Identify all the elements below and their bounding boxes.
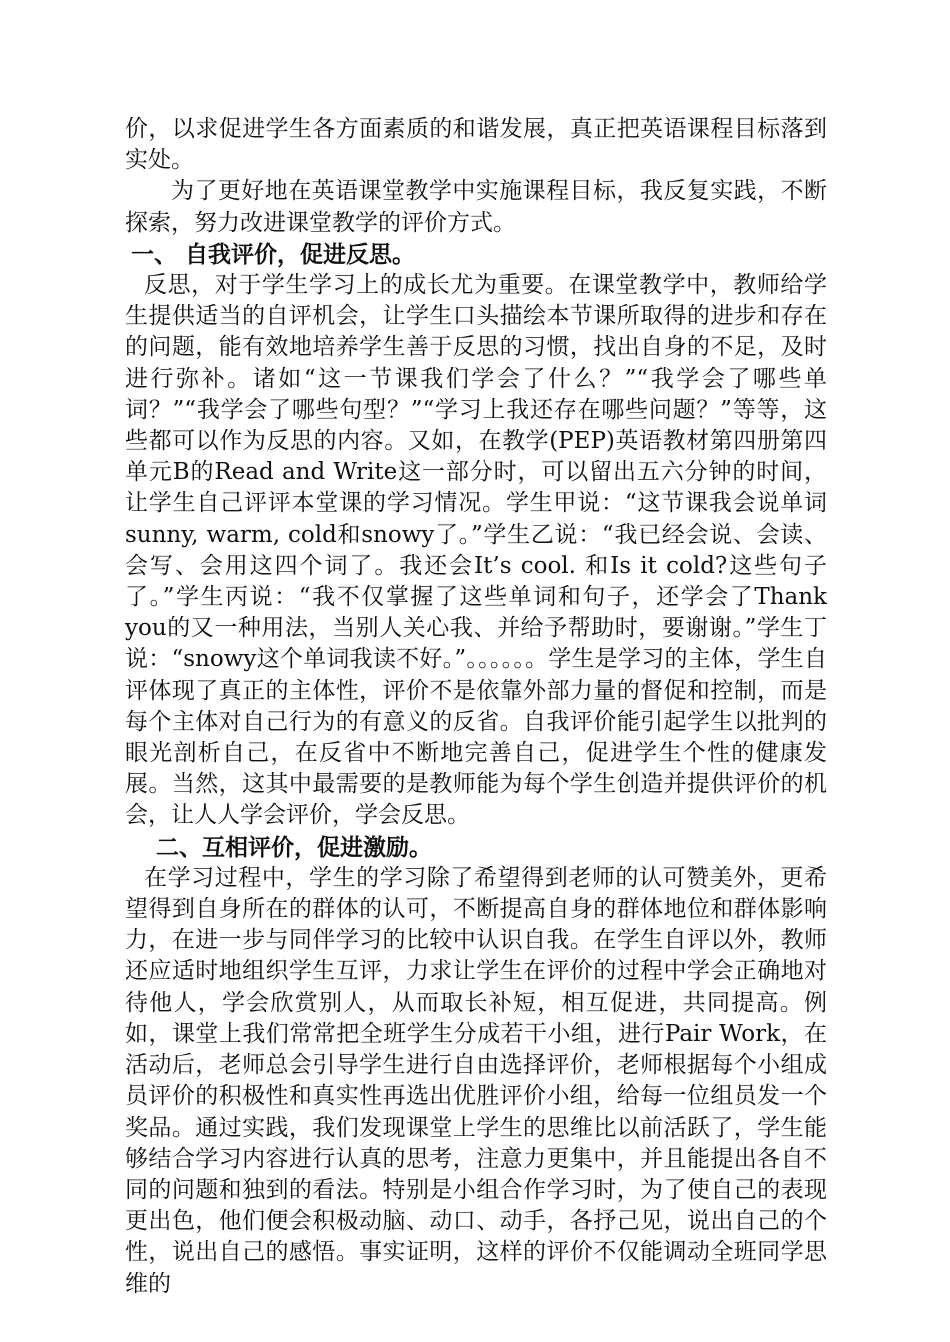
section-heading-peer-evaluation: 二、互相评价，促进激励。 [156, 833, 432, 861]
section-heading-self-evaluation: 一、 自我评价，促进反思。 [131, 240, 416, 268]
document-page [125, 114, 827, 1300]
paragraph-continuation: 价，以求促进学生各方面素质的和谐发展，真正把英语课程目标落到实处。 [125, 116, 827, 174]
paragraph-self-evaluation: 反思，对于学生学习上的成长尤为重要。在课堂教学中，教师给学生提供适当的自评机会，让学生口头描绘本节课所取得的进步和存在的问题，能有效地培养学生善于反思的习惯，找出自身的不足，及时进行弥补。诸如“这一节课我们学会了什么？”“我学会了哪些单词？”“我学会了哪些句型？”“学习上我还存在哪些问题？”等等，这些都可以作为反思的内容。又如，在教学(PEP)英语教材第四册第四单元B的Read and Write这一部分时，可以留出五六分钟的时间，让学生自己评评本堂课的学习情况。学生甲说：“这节课我会说单词sunny, warm, cold和snowy了。”学生乙说：“我已经会说、会读、会写、会用这四个词了。我还会It’s cool. 和Is it cold?这些句子了。”学生丙说：“我不仅掌握了这些单词和句子，还学会了Thank you的又一种用法，当别人关心我、并给予帮助时，要谢谢。”学生丁说：“snowy这个单词我读不好。”。。。。。。学生是学习的主体，学生自评体现了真正的主体性，评价不是依靠外部力量的督促和控制，而是每个主体对自己行为的有意义的反省。自我评价能引起学生以批判的眼光剖析自己，在反省中不断地完善自己，促进学生个性的健康发展。当然，这其中最需要的是教师能为每个学生创造并提供评价的机会，让人人学会评价，学会反思。 [125, 272, 827, 829]
paragraph-peer-evaluation: 在学习过程中，学生的学习除了希望得到老师的认可赞美外，更希望得到自身所在的群体的认可，不断提高自身的群体地位和群体影响力，在进一步与同伴学习的比较中认识自我。在学生自评以外，教师还应适时地组织学生互评，力求让学生在评价的过程中学会正确地对待他人，学会欣赏别人，从而取长补短，相互促进，共同提高。例如，课堂上我们常常把全班学生分成若干小组，进行Pair Work，在活动后，老师总会引导学生进行自由选择评价，老师根据每个小组成员评价的积极性和真实性再选出优胜评价小组，给每一位组员发一个奖品。通过实践，我们发现课堂上学生的思维比以前活跃了，学生能够结合学习内容进行认真的思考，注意力更集中，并且能提出各自不同的问题和独到的看法。特别是小组合作学习时，为了使自己的表现更出色，他们便会积极动脑、动口、动手，各抒己见，说出自己的个性，说出自己的感悟。事实证明，这样的评价不仅能调动全班同学思维的 [125, 864, 827, 1297]
paragraph-intro: 为了更好地在英语课堂教学中实施课程目标，我反复实践，不断探索，努力改进课堂教学的评价方式。 [125, 178, 827, 236]
